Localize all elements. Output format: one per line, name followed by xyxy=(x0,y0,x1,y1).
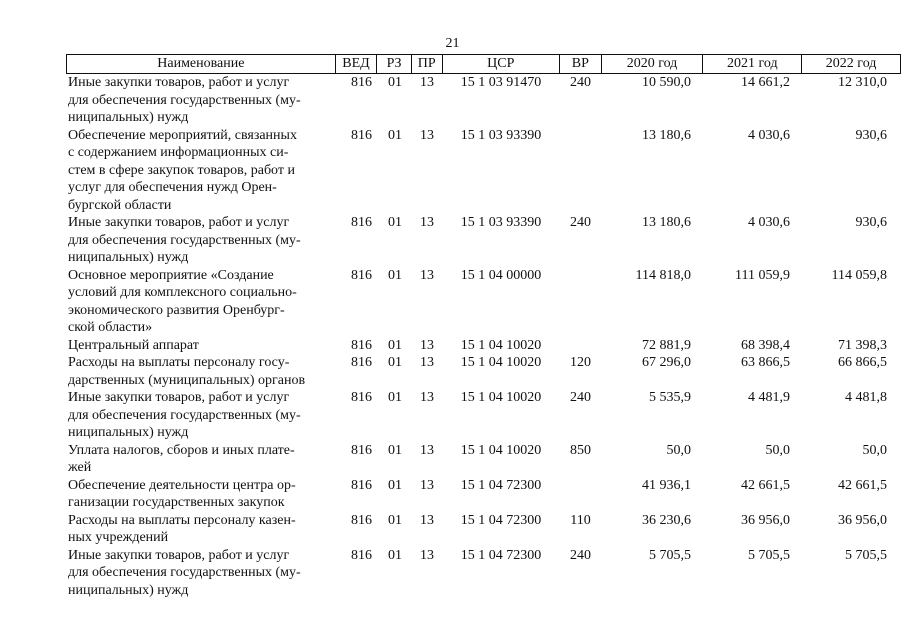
cell-rz: 01 xyxy=(388,267,402,283)
cell-rz: 01 xyxy=(388,337,402,353)
name-line: Обеспечение деятельности центра ор- xyxy=(68,477,296,493)
name-line: ганизации государственных закупок xyxy=(68,495,285,510)
cell-vr: 110 xyxy=(570,512,591,528)
name-line: с содержанием информационных си- xyxy=(68,145,289,160)
cell-rz: 01 xyxy=(388,477,402,493)
cell-vr xyxy=(560,127,601,215)
header-pr: ПР xyxy=(411,55,442,73)
cell-pr: 13 xyxy=(420,337,434,353)
table-row xyxy=(66,74,901,127)
name-line: Иные закупки товаров, работ и услуг xyxy=(68,75,290,90)
cell-rz: 01 xyxy=(388,127,402,143)
header-name: Наименование xyxy=(66,55,335,73)
cell-2020: 114 818,0 xyxy=(635,267,691,283)
table-row xyxy=(66,512,901,547)
name-line: для обеспечения государственных (му- xyxy=(68,92,301,108)
name-line: стем в сфере закупок товаров, работ и xyxy=(68,162,295,178)
cell-2021: 14 661,2 xyxy=(741,75,790,90)
table-row xyxy=(66,127,901,215)
cell-csr: 15 1 04 72300 xyxy=(460,547,542,563)
cell-vr xyxy=(560,477,601,512)
cell-2021: 4 030,6 xyxy=(748,215,790,230)
cell-ved: 816 xyxy=(351,267,372,283)
name-line: Расходы на выплаты персоналу госу- xyxy=(68,355,290,370)
cell-2022: 50,0 xyxy=(862,442,887,458)
cell-vr: 240 xyxy=(570,390,591,405)
cell-2021: 5 705,5 xyxy=(748,547,790,563)
cell-2021: 111 059,9 xyxy=(735,267,790,283)
cell-2021: 63 866,5 xyxy=(741,355,790,370)
cell-2022: 4 481,8 xyxy=(845,390,887,405)
cell-name xyxy=(66,354,337,389)
cell-name xyxy=(66,477,337,512)
cell-ved: 816 xyxy=(351,127,372,143)
table-row xyxy=(66,442,901,477)
name-line: ниципальных) нужд xyxy=(68,250,189,265)
name-line: услуг для обеспечения нужд Орен- xyxy=(68,180,277,195)
table-row xyxy=(66,354,901,389)
name-line: для обеспечения государственных (му- xyxy=(68,232,301,248)
cell-pr: 13 xyxy=(420,75,434,90)
header-vr: ВР xyxy=(559,55,601,73)
table-header xyxy=(66,54,901,74)
header-2021: 2021 год xyxy=(702,55,801,73)
cell-name xyxy=(66,442,337,477)
name-line: для обеспечения государственных (му- xyxy=(68,407,301,423)
cell-ved: 816 xyxy=(351,547,372,563)
cell-pr: 13 xyxy=(420,442,434,458)
name-line: ской области» xyxy=(68,320,153,335)
cell-csr: 15 1 04 10020 xyxy=(460,442,542,458)
name-line: ных учреждений xyxy=(68,530,169,545)
name-line: Обеспечение мероприятий, связанных xyxy=(68,127,297,143)
cell-2022: 930,6 xyxy=(855,127,887,143)
cell-2021: 68 398,4 xyxy=(741,337,790,353)
header-rz: РЗ xyxy=(376,55,411,73)
name-line: условий для комплексного социально- xyxy=(68,285,297,300)
header-ved: ВЕД xyxy=(335,55,377,73)
cell-ved: 816 xyxy=(351,215,372,230)
cell-2022: 5 705,5 xyxy=(845,547,887,563)
name-line: бургской области xyxy=(68,197,172,213)
cell-2022: 114 059,8 xyxy=(831,267,887,283)
cell-2021: 4 030,6 xyxy=(748,127,790,143)
cell-2021: 50,0 xyxy=(765,442,790,458)
table-row xyxy=(66,267,901,337)
cell-2020: 50,0 xyxy=(666,442,691,458)
name-line: жей xyxy=(68,460,92,475)
name-line: Иные закупки товаров, работ и услуг xyxy=(68,390,290,405)
cell-csr: 15 1 04 10020 xyxy=(460,337,542,353)
name-line: дарственных (муниципальных) органов xyxy=(68,372,306,388)
cell-vr: 120 xyxy=(570,355,591,370)
page-number: 21 xyxy=(445,36,460,51)
cell-2020: 36 230,6 xyxy=(642,512,691,528)
name-line: ниципальных) нужд xyxy=(68,425,189,440)
cell-pr: 13 xyxy=(420,267,434,283)
cell-2020: 13 180,6 xyxy=(642,127,691,143)
table-body xyxy=(66,74,901,599)
cell-ved: 816 xyxy=(351,337,372,353)
name-line: ниципальных) нужд xyxy=(68,110,189,125)
name-line: экономического развития Оренбург- xyxy=(68,302,285,318)
table-row xyxy=(66,214,901,267)
cell-ved: 816 xyxy=(351,512,372,528)
cell-ved: 816 xyxy=(351,355,372,370)
cell-name xyxy=(66,127,337,215)
cell-name xyxy=(66,547,337,600)
table-row xyxy=(66,337,901,355)
cell-2022: 930,6 xyxy=(855,215,887,230)
cell-2021: 4 481,9 xyxy=(748,390,790,405)
name-line: Иные закупки товаров, работ и услуг xyxy=(68,547,290,563)
table-row xyxy=(66,477,901,512)
cell-name xyxy=(66,74,337,127)
cell-rz: 01 xyxy=(388,390,402,405)
cell-ved: 816 xyxy=(351,75,372,90)
cell-csr: 15 1 03 93390 xyxy=(460,127,542,143)
table-row xyxy=(66,389,901,442)
cell-csr: 15 1 04 72300 xyxy=(460,477,542,493)
header-csr: ЦСР xyxy=(442,55,560,73)
cell-2020: 10 590,0 xyxy=(642,75,691,90)
cell-vr: 240 xyxy=(570,215,591,230)
cell-2022: 66 866,5 xyxy=(838,355,887,370)
cell-2022: 36 956,0 xyxy=(838,512,887,528)
cell-vr: 850 xyxy=(570,442,591,458)
cell-2021: 36 956,0 xyxy=(741,512,790,528)
cell-pr: 13 xyxy=(420,477,434,493)
name-line: Центральный аппарат xyxy=(68,337,199,353)
cell-name xyxy=(66,389,337,442)
cell-pr: 13 xyxy=(420,127,434,143)
cell-ved: 816 xyxy=(351,442,372,458)
cell-vr: 240 xyxy=(570,75,591,90)
cell-vr xyxy=(560,337,601,355)
cell-name xyxy=(66,214,337,267)
cell-2021: 42 661,5 xyxy=(741,477,790,493)
cell-2020: 67 296,0 xyxy=(642,355,691,370)
cell-pr: 13 xyxy=(420,512,434,528)
cell-rz: 01 xyxy=(388,442,402,458)
cell-pr: 13 xyxy=(420,355,434,370)
name-line: Расходы на выплаты персоналу казен- xyxy=(68,512,296,528)
cell-2022: 12 310,0 xyxy=(838,75,887,90)
cell-csr: 15 1 03 91470 xyxy=(460,75,542,90)
cell-pr: 13 xyxy=(420,215,434,230)
budget-table xyxy=(66,54,901,599)
cell-csr: 15 1 04 00000 xyxy=(460,267,542,283)
cell-2020: 13 180,6 xyxy=(642,215,691,230)
cell-vr: 240 xyxy=(570,547,591,563)
cell-rz: 01 xyxy=(388,512,402,528)
cell-rz: 01 xyxy=(388,547,402,563)
cell-ved: 816 xyxy=(351,477,372,493)
cell-2020: 5 535,9 xyxy=(649,390,691,405)
table-row xyxy=(66,547,901,600)
name-line: Уплата налогов, сборов и иных плате- xyxy=(68,442,295,458)
cell-csr: 15 1 04 10020 xyxy=(460,355,542,370)
cell-pr: 13 xyxy=(420,390,434,405)
name-line: Иные закупки товаров, работ и услуг xyxy=(68,215,290,230)
cell-rz: 01 xyxy=(388,75,402,90)
cell-ved: 816 xyxy=(351,390,372,405)
cell-2020: 5 705,5 xyxy=(649,547,691,563)
cell-2022: 42 661,5 xyxy=(838,477,887,493)
cell-name xyxy=(66,512,337,547)
cell-csr: 15 1 04 72300 xyxy=(460,512,542,528)
cell-pr: 13 xyxy=(420,547,434,563)
cell-2020: 72 881,9 xyxy=(642,337,691,353)
cell-2022: 71 398,3 xyxy=(838,337,887,353)
cell-name xyxy=(66,337,337,355)
name-line: ниципальных) нужд xyxy=(68,582,189,598)
cell-rz: 01 xyxy=(388,355,402,370)
cell-name xyxy=(66,267,337,337)
cell-csr: 15 1 03 93390 xyxy=(460,215,542,230)
cell-csr: 15 1 04 10020 xyxy=(460,390,542,405)
name-line: Основное мероприятие «Создание xyxy=(68,267,274,283)
cell-rz: 01 xyxy=(388,215,402,230)
header-2022: 2022 год xyxy=(801,55,901,73)
cell-2020: 41 936,1 xyxy=(642,477,691,493)
name-line: для обеспечения государственных (му- xyxy=(68,565,301,580)
cell-vr xyxy=(560,267,601,337)
header-2020: 2020 год xyxy=(601,55,703,73)
